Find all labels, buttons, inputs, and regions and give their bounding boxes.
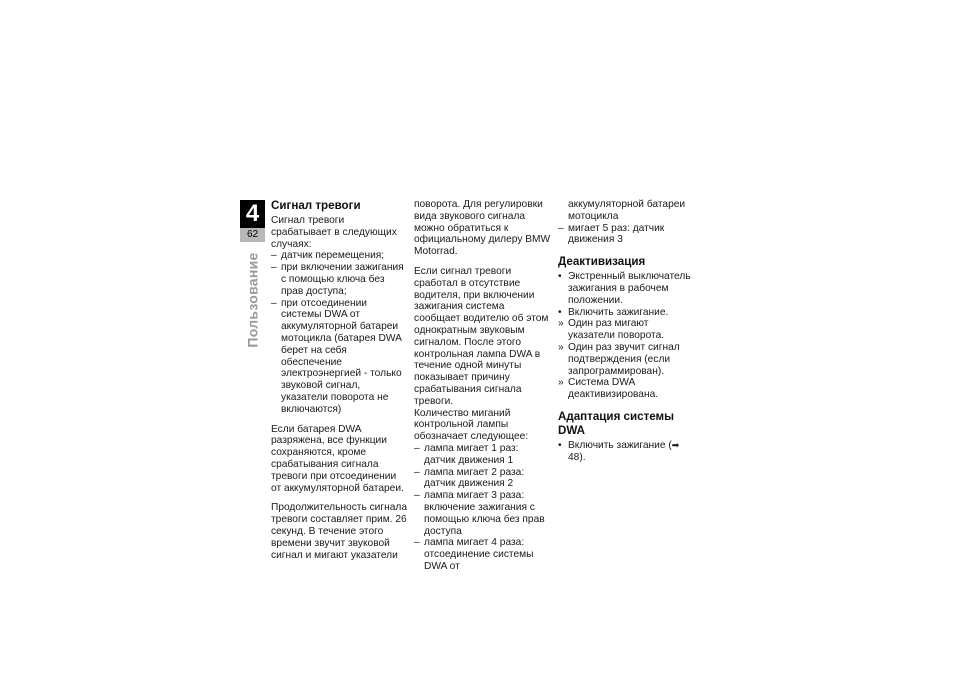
list-item — [271, 298, 407, 416]
list-item — [558, 342, 698, 377]
list-marker: – — [271, 297, 277, 309]
section-title-text: Пользование — [244, 251, 261, 348]
list-item — [558, 440, 698, 464]
list-marker: • — [558, 306, 562, 318]
blink-codes-list-continued — [558, 199, 698, 246]
list-marker: – — [414, 442, 420, 454]
heading-alarm-signal: Сигнал тревоги — [271, 199, 361, 212]
list-item — [414, 443, 551, 467]
list-item-text: Включить зажигание ( — [568, 439, 672, 451]
list-marker: » — [558, 341, 564, 353]
list-item-text: Экстренный выключатель зажигания в рабочем положении. — [568, 271, 691, 306]
list-item-text: датчик перемещения; — [281, 250, 385, 262]
text-column-1 — [271, 199, 407, 561]
list-item-text: Система DWA деактивизирована. — [568, 377, 659, 401]
list-item-text: Включить зажигание. — [568, 306, 669, 318]
list-item-text: лампа мигает 3 раза: включение зажигания с помощью ключа без прав доступа — [424, 490, 545, 537]
duration-paragraph: Продолжительность сигнала тревоги составляет прим. 26 секунд. В течение этого времени звучит звуковой сигнал и мигают указатели — [271, 502, 407, 561]
page-reference-link[interactable]: 48). — [568, 451, 586, 463]
list-item-text: лампа мигает 2 раза: датчик движения 2 — [424, 466, 525, 490]
list-item — [414, 467, 551, 491]
continuation-paragraph: поворота. Для регулировки вида звукового сигнала можно обратиться к официальному дилеру BMW Motorrad. — [414, 199, 551, 258]
list-item — [271, 250, 407, 262]
page-number: 62 — [240, 228, 265, 242]
list-item — [558, 318, 698, 342]
list-marker: – — [271, 262, 277, 274]
list-item-text: мигает 5 раз: датчик движения 3 — [568, 222, 665, 246]
list-item-text: при отсоединении системы DWA от аккумуляторной батареи мотоцикла (батарея DWA берет на себя обеспечение электроэнергией - только звуковой сигнал, указатели поворота не включаются) — [281, 297, 402, 415]
intro-paragraph: Сигнал тревоги срабатывает в следующих случаях: — [271, 215, 397, 250]
deactivation-steps-list — [558, 271, 698, 401]
text-column-2 — [414, 199, 551, 573]
list-marker: » — [558, 318, 564, 330]
page-reference-arrow-icon: ➡ — [671, 439, 680, 450]
chapter-number-tab: 4 — [240, 200, 265, 228]
list-marker: – — [414, 490, 420, 502]
blink-count-paragraph: Количество миганий контрольной лампы обозначает следующее: — [414, 407, 529, 443]
adaptation-steps-list — [558, 440, 698, 464]
battery-paragraph: Если батарея DWA разряжена, все функции сохраняются, кроме срабатывания сигнала тревоги при отсоединении от аккумуляторной батареи. — [271, 423, 404, 494]
list-item — [558, 307, 698, 319]
list-marker: » — [558, 377, 564, 389]
absent-driver-paragraph: Если сигнал тревоги сработал в отсутствие водителя, при включении зажигания система сообщает водителю об этом однократным звуковым сигналом. После этого контрольная лампа DWA в течение одной минуты показывает причину срабатывания сигнала тревоги. — [414, 265, 549, 407]
alarm-cases-list — [271, 250, 407, 415]
list-item-text: Один раз звучит сигнал подтверждения (если запрограммирован). — [568, 341, 680, 377]
list-marker: – — [271, 250, 277, 262]
blink-codes-list — [414, 443, 551, 573]
list-marker: • — [558, 271, 562, 283]
list-marker: – — [414, 466, 420, 478]
list-marker: • — [558, 439, 562, 451]
list-item — [558, 377, 698, 401]
list-marker: – — [414, 537, 420, 549]
list-item — [414, 537, 551, 572]
list-marker: – — [558, 222, 564, 234]
list-item-text: аккумуляторной батареи мотоцикла — [568, 199, 686, 222]
heading-deactivation: Деактивизация — [558, 255, 646, 269]
list-item-text: лампа мигает 4 раза: отсоединение системы DWA от — [424, 537, 534, 572]
text-column-3 — [558, 199, 698, 464]
list-item-text: лампа мигает 1 раз: датчик движения 1 — [424, 442, 519, 466]
list-item — [271, 262, 407, 297]
list-item-text: при включении зажигания с помощью ключа без прав доступа; — [281, 262, 404, 297]
section-title-vertical — [240, 247, 265, 352]
list-item — [558, 199, 698, 223]
list-item — [558, 271, 698, 306]
list-item — [558, 223, 698, 247]
heading-dwa-adaptation: Адаптация системы DWA — [558, 409, 675, 437]
list-item — [414, 490, 551, 537]
list-item-text: Один раз мигают указатели поворота. — [568, 318, 665, 342]
